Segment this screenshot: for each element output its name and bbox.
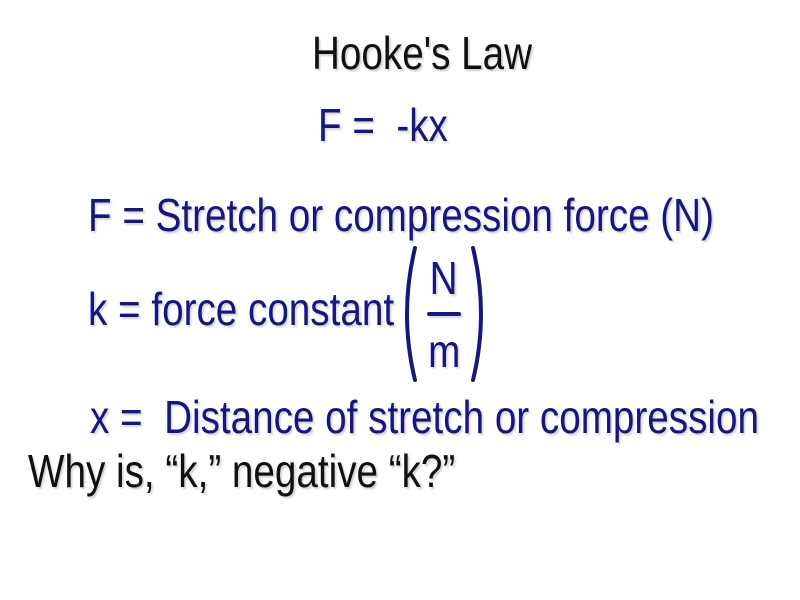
left-parenthesis [396,243,418,385]
fraction-column [421,243,467,385]
unit-fraction [396,243,492,385]
definition-distance: x = Distance of stretch or compression [90,391,759,443]
hookes-law-equation: F = -kx [318,99,448,151]
slide-title: Hooke's Law [312,27,533,79]
fraction-denominator: m [427,324,461,377]
right-parenthesis [470,243,492,385]
fraction-bar [427,312,461,316]
definition-force-constant: k = force constant [88,283,395,335]
question-text: Why is, “k,” negative “k?” [28,445,456,497]
definition-force: F = Stretch or compression force (N) [88,189,714,241]
fraction-numerator: N [430,251,458,304]
